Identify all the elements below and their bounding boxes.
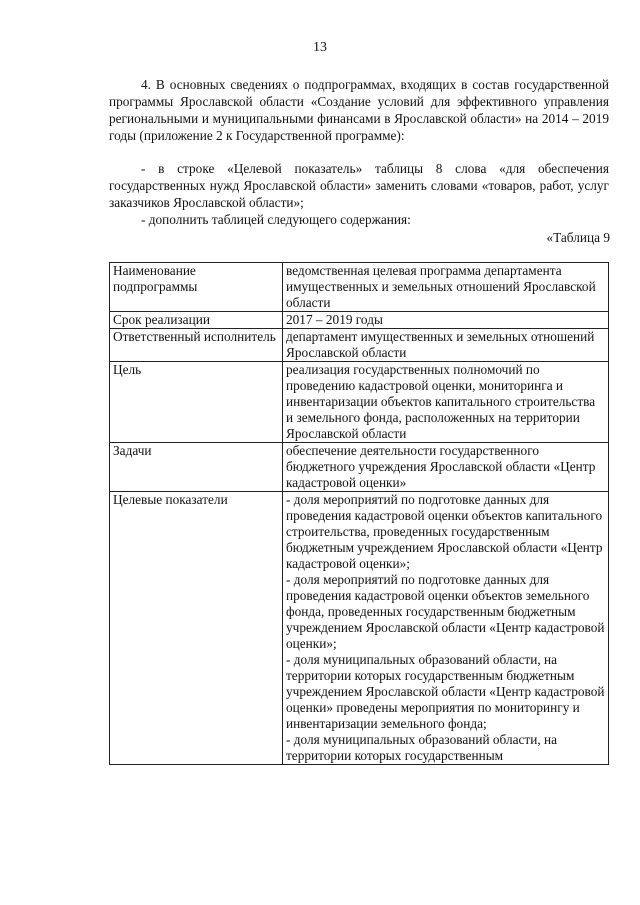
row-value: ведомственная целевая программа департамента имущественных и земельных отношений Ярославской области: [283, 263, 609, 312]
row-value: реализация государственных полномочий по проведению кадастровой оценки, мониторинга и инвентаризации объектов капитального строительства и земельного фонда, расположенных на территории Ярославской области: [283, 362, 609, 443]
table-row: [110, 329, 609, 362]
paragraph-subprogram-info: 4. В основных сведениях о подпрограммах, входящих в состав государственной программы Ярославской области «Создание условий для эффективного управления региональными и муниципальными финансами в Ярославской области» на 2014 – 2019 годы (приложение 2 к Государственной программе):: [109, 77, 609, 143]
table-row: [110, 443, 609, 492]
row-label: Задачи: [110, 443, 283, 492]
row-value: департамент имущественных и земельных отношений Ярославской области: [283, 329, 609, 362]
row-label: Наименование подпрограммы: [110, 263, 283, 312]
table-row: [110, 492, 609, 765]
table-row: [110, 362, 609, 443]
row-label: Целевые показатели: [110, 492, 283, 765]
row-value: обеспечение деятельности государственного бюджетного учреждения Ярославской области «Центр кадастровой оценки»: [283, 443, 609, 492]
row-label: Срок реализации: [110, 312, 283, 329]
page-number: 13: [313, 40, 327, 55]
row-label: Цель: [110, 362, 283, 443]
row-label: Ответственный исполнитель: [110, 329, 283, 362]
table-caption: «Таблица 9: [546, 230, 610, 245]
paragraph-add-table: - дополнить таблицей следующего содержания:: [141, 212, 411, 227]
subprogram-table: [109, 262, 609, 765]
row-value: - доля мероприятий по подготовке данных для проведения кадастровой оценки объектов капитального строительства, проведенных государственным бюджетным учреждением Ярославской области «Центр кадастровой оценки»; - доля мероприятий по подготовке данных для проведения кадастровой оценки объектов земельного фонда, проведенных государственным бюджетным учреждением Ярославской области «Центр кадастровой оценки»; - доля муниципальных образований области, на территории которых государственным бюджетным учреждением Ярославской области «Центр кадастровой оценки» проведены мероприятия по мониторингу и инвентаризации земельного фонда; - доля муниципальных образований области, на территории которых государственным: [283, 492, 609, 765]
row-value: 2017 – 2019 годы: [283, 312, 609, 329]
table-row: [110, 263, 609, 312]
table-row: [110, 312, 609, 329]
paragraph-target-indicator: - в строке «Целевой показатель» таблицы 8 слова «для обеспечения государственных нужд Ярославской области» заменить словами «товаров, работ, услуг заказчиков Ярославской области»;: [109, 161, 609, 210]
